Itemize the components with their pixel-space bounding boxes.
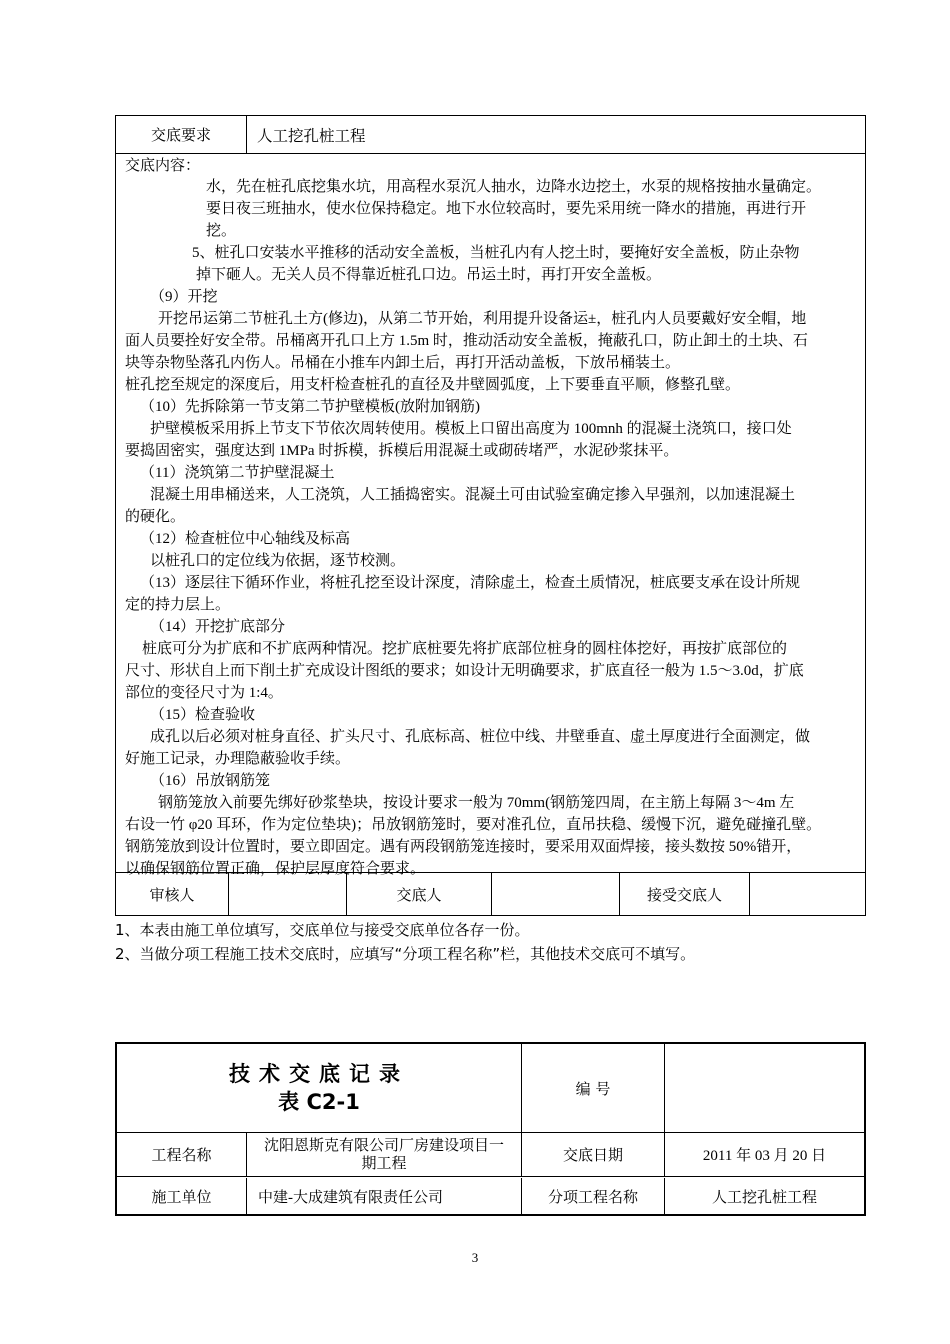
project-name-value: 沈阳恩斯克有限公司厂房建设项目一期工程	[247, 1133, 522, 1176]
content-line: 开挖吊运第二节桩孔土方(修边)，从第二节开始，利用提升设备运±，桩孔内人员要戴好安全帽，地	[158, 311, 807, 327]
project-row	[117, 1133, 864, 1177]
discloser-label: 交底人	[347, 873, 492, 916]
reviewer-label: 审核人	[116, 873, 229, 916]
number-value[interactable]	[665, 1044, 864, 1132]
subproject-value: 人工挖孔桩工程	[711, 1189, 817, 1206]
page-number: 3	[471, 1250, 479, 1265]
number-label: 编 号	[522, 1044, 665, 1132]
date-label: 交底日期	[522, 1133, 665, 1176]
content-line: 部位的变径尺寸为 1:4。	[125, 685, 283, 701]
contractor-row	[117, 1178, 864, 1214]
content-line: （13）逐层往下循环作业，将桩孔挖至设计深度，清除虚土，检查土质情况，桩底要支承在设计所规	[140, 575, 801, 591]
content-line: 右设一竹 φ20 耳环，作为定位垫块)；吊放钢筋笼时，要对准孔位，直吊扶稳、缓慢下沉，避免碰撞孔壁。	[125, 817, 822, 833]
content-line: 桩孔挖至规定的深度后，用支杆检查桩孔的直径及井壁圆弧度，上下要垂直平顺，修整孔壁。	[125, 377, 741, 393]
content-line: 挖。	[206, 223, 237, 239]
content-line: 好施工记录，办理隐蔽验收手续。	[125, 751, 351, 767]
title-row	[117, 1044, 864, 1133]
content-line: 面人员要拴好安全带。吊桶离开孔口上方 1.5m 时，推动活动安全盖板，掩蔽孔口，防止卸土的土块、石	[125, 333, 808, 349]
content-line: 水，先在桩孔底挖集水坑，用高程水泵沉人抽水，边降水边挖土，水泵的规格按抽水量确定。	[206, 179, 822, 195]
contractor-label: 施工单位	[117, 1178, 247, 1214]
content-line: 尺寸、形状自上而下削土扩充成设计图纸的要求；如设计无明确要求，扩底直径一般为 1.5～3.0d，扩底	[125, 663, 804, 679]
content-line: 要日夜三班抽水，使水位保持稳定。地下水位较高时，要先采用统一降水的措施，再进行开	[206, 201, 807, 217]
disclosure-content-form	[115, 115, 866, 916]
technical-disclosure-header-form	[115, 1042, 866, 1216]
content-line: 钢筋笼放到设计位置时，要立即固定。遇有两段钢筋笼连接时，要采用双面焊接，接头数按 50%错开，	[125, 839, 802, 855]
content-line: 成孔以后必须对桩身直径、扩头尺寸、孔底标高、桩位中线、井壁垂直、虚土厚度进行全面测定，做	[150, 729, 811, 745]
contractor-value: 中建-大成建筑有限责任公司	[247, 1178, 522, 1214]
content-line: 护壁模板采用拆上节支下节依次周转使用。模板上口留出高度为 100mnh 的混凝土浇筑口，接口处	[150, 421, 792, 437]
signoff-row	[116, 872, 865, 916]
receiver-value[interactable]	[750, 873, 865, 916]
form-notes	[115, 918, 695, 966]
content-line: 5、桩孔口安装水平推移的活动安全盖板，当桩孔内有人挖土时，要掩好安全盖板，防止杂物	[192, 245, 800, 261]
note-line: 1、本表由施工单位填写，交底单位与接受交底单位各存一份。	[115, 921, 530, 939]
content-line: 块等杂物坠落孔内伤人。吊桶在小推车内卸土后，再打开活动盖板，下放吊桶装土。	[125, 355, 681, 371]
content-line: （15）检查验收	[150, 707, 256, 723]
content-line: （14）开挖扩底部分	[150, 619, 286, 635]
form-title: 技术交底记录	[229, 1062, 409, 1086]
content-line: 以确保钢筋位置正确，保护层厚度符合要求。	[125, 861, 426, 877]
content-label: 交底内容：	[125, 156, 201, 174]
requirement-value: 人工挖孔桩工程	[257, 127, 366, 145]
project-name-label: 工程名称	[117, 1133, 247, 1176]
content-line: （10）先拆除第一节支第二节护壁模板(放附加钢筋)	[140, 399, 480, 415]
content-line: 的硬化。	[125, 509, 186, 525]
content-line: 以桩孔口的定位线为依据，逐节校测。	[150, 553, 406, 569]
title-cell	[117, 1044, 522, 1132]
requirement-label: 交底要求	[116, 116, 247, 153]
requirement-row	[116, 116, 865, 154]
content-line: 掉下砸人。无关人员不得靠近桩孔口边。吊运土时，再打开安全盖板。	[196, 267, 662, 283]
note-line: 2、当做分项工程施工技术交底时，应填写“分项工程名称”栏，其他技术交底可不填写。	[115, 945, 696, 963]
disclosure-content	[116, 154, 865, 877]
discloser-value[interactable]	[492, 873, 620, 916]
receiver-label: 接受交底人	[620, 873, 750, 916]
content-line: 混凝土用串桶送来，人工浇筑，人工插捣密实。混凝土可由试验室确定掺入早强剂，以加速混凝土	[150, 487, 796, 503]
subproject-label: 分项工程名称	[522, 1178, 665, 1214]
content-line: 钢筋笼放入前要先绑好砂浆垫块，按设计要求一般为 70mm(钢筋笼四周，在主筋上每隔 3～4m 左	[158, 795, 795, 811]
reviewer-value[interactable]	[229, 873, 347, 916]
form-subtitle: 表 C2-1	[278, 1090, 360, 1114]
content-line: （16）吊放钢筋笼	[150, 773, 271, 789]
content-line: 定的持力层上。	[125, 597, 231, 613]
content-line: （12）检查桩位中心轴线及标高	[140, 531, 351, 547]
content-line: （11）浇筑第二节护壁混凝土	[140, 465, 335, 481]
content-line: 要捣固密实，强度达到 1MPa 时拆模，拆模后用混凝土或砌砖堵严，水泥砂浆抹平。	[125, 443, 679, 459]
content-line: 桩底可分为扩底和不扩底两种情况。挖扩底桩要先将扩底部位桩身的圆柱体挖好，再按扩底部位的	[142, 641, 788, 657]
date-value: 2011 年 03 月 20 日	[702, 1148, 827, 1164]
content-line: （9）开挖	[150, 289, 218, 305]
